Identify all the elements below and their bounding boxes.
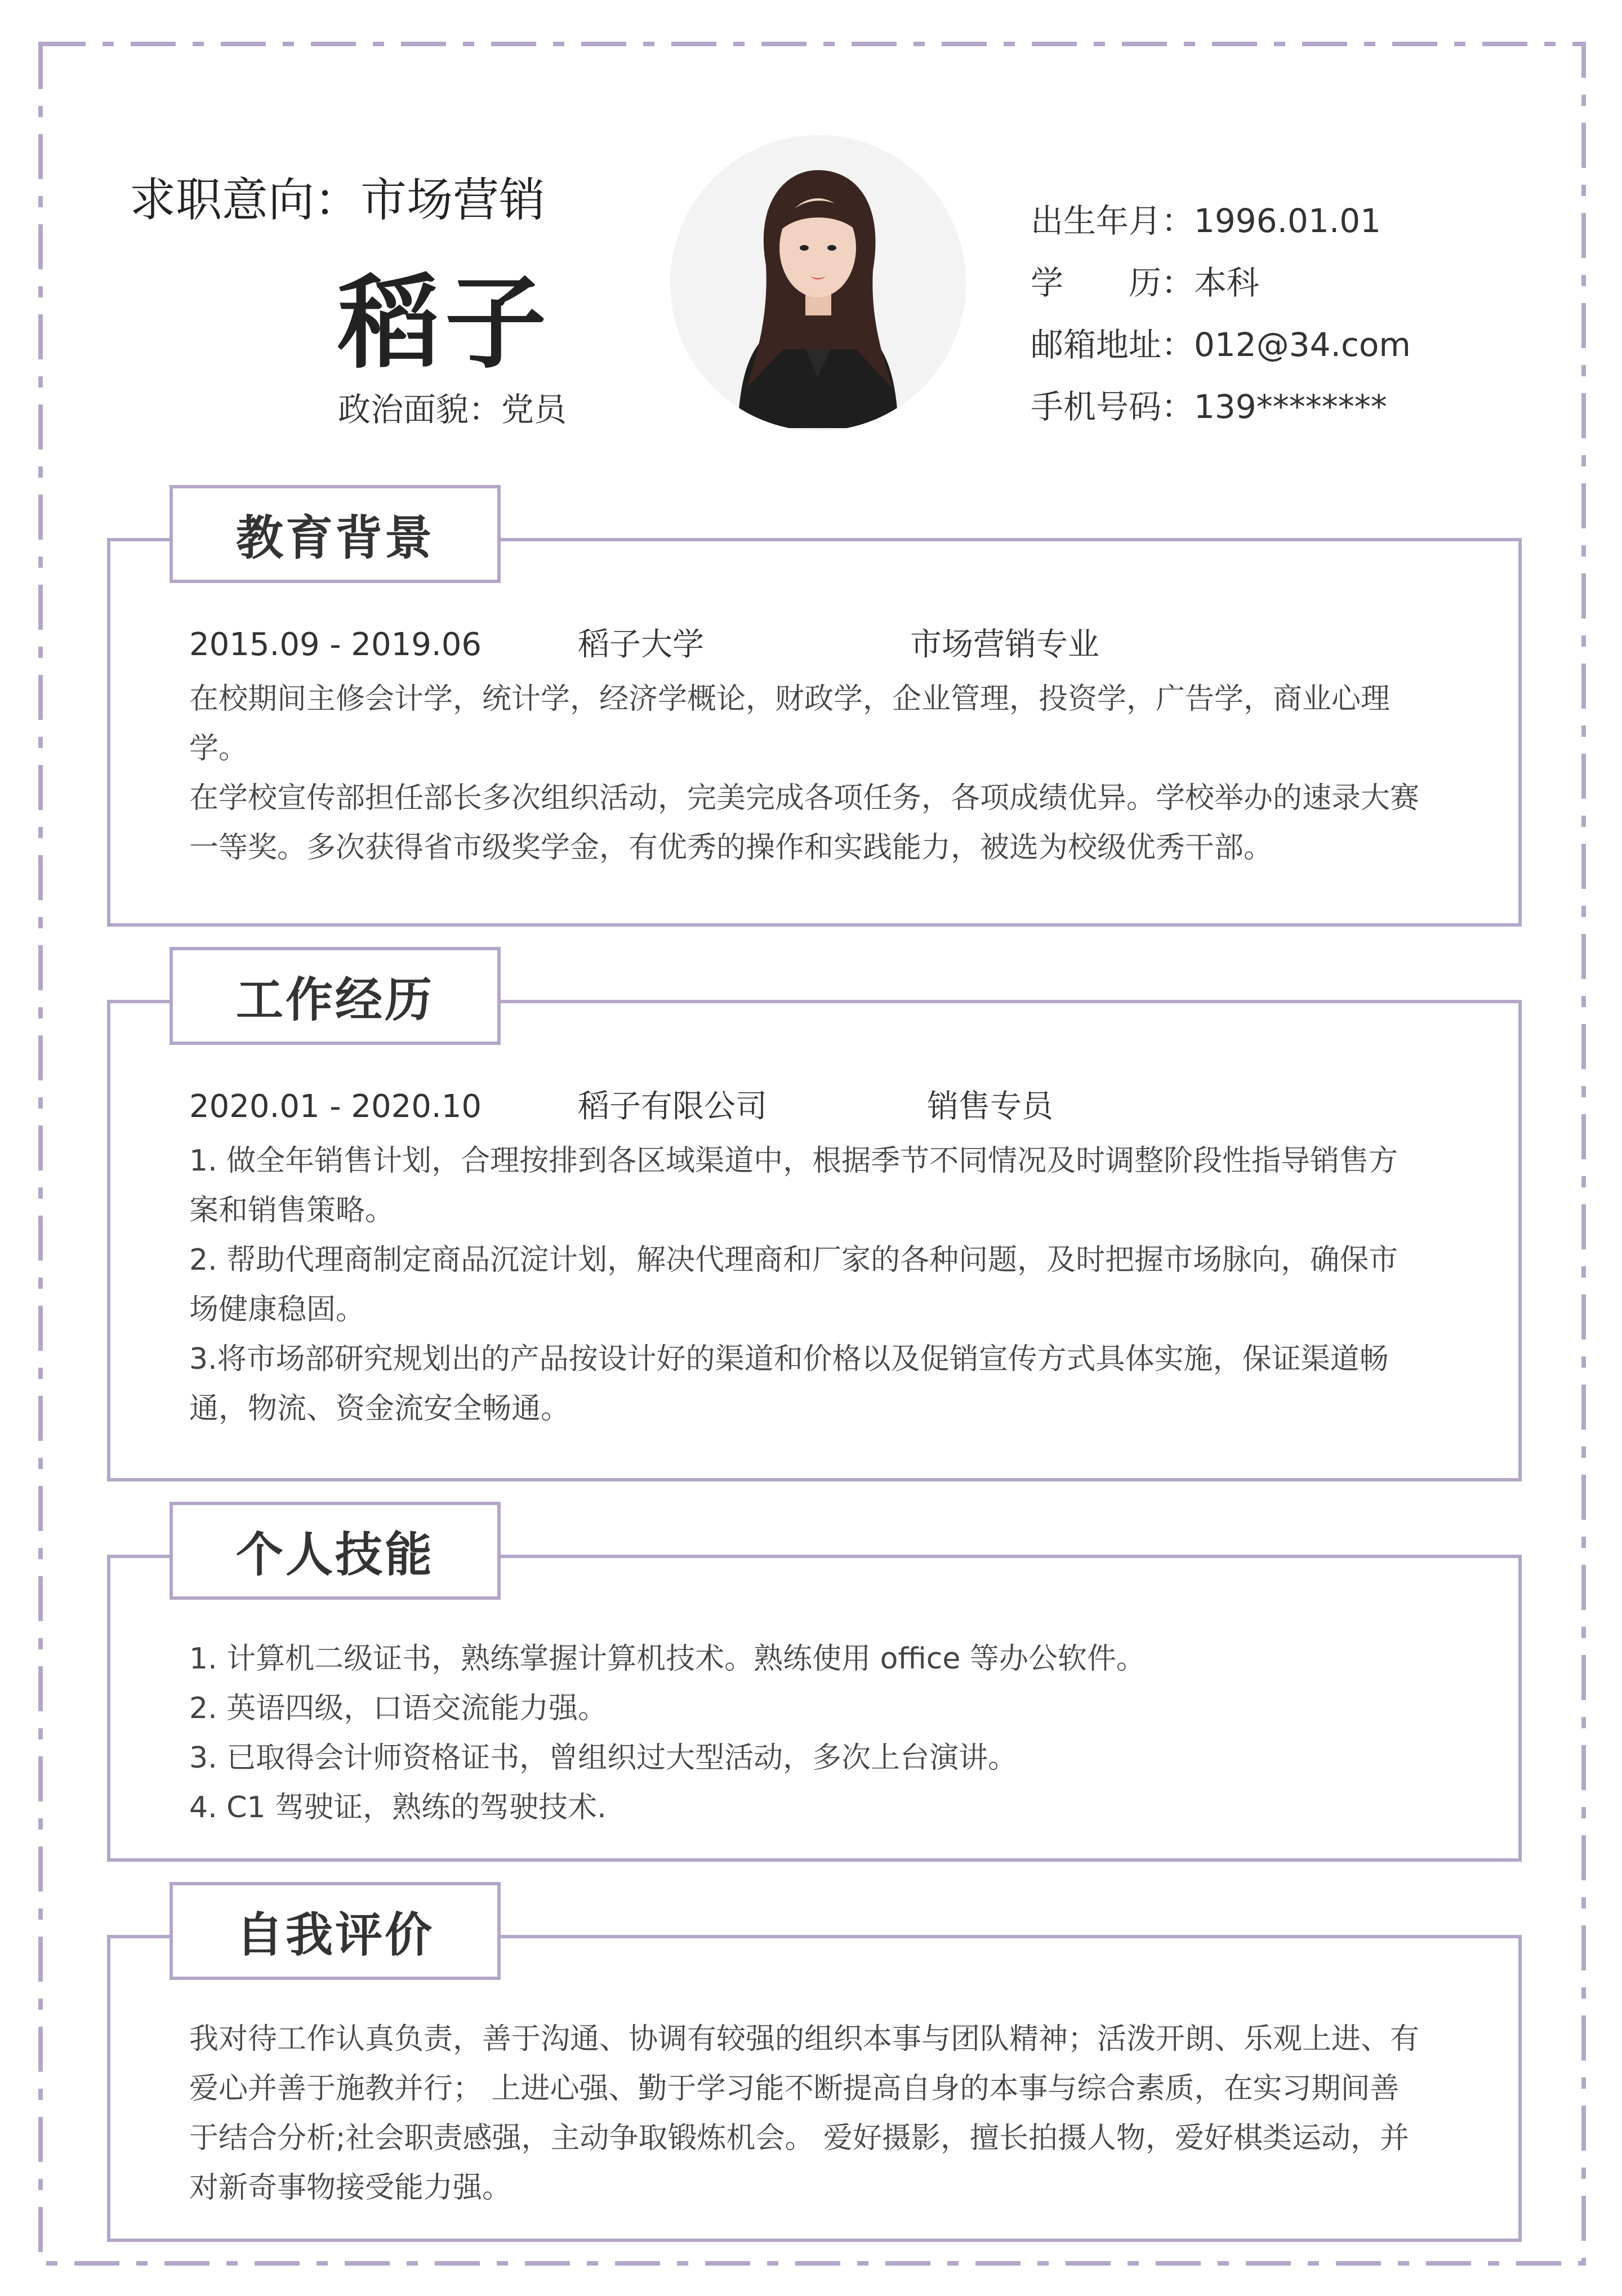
skill-item: 4. C1 驾驶证，熟练的驾驶技术. [189, 1791, 607, 1825]
self-evaluation-text: 我对待工作认真负责，善于沟通、协调有较强的组织本事与团队精神；活泼开朗、乐观上进、有爱心并善于施教并行； 上进心强、勤于学习能不断提高自身的本事与综合素质，在实习期间善于结合分析;社会职责感强，主动争取锻炼机会。 爱好摄影，擅长拍摄人物，爱好棋类运动，并对新奇事物接受能力强。 [189, 2022, 1420, 2205]
section-title-work: 工作经历 [170, 947, 501, 1045]
company-name: 稻子有限公司 [578, 1088, 767, 1125]
section-title-education: 教育背景 [170, 485, 501, 583]
political-status: 政治面貌：党员 [338, 390, 567, 429]
education-period: 2015.09 - 2019.06 [189, 626, 482, 663]
person-portrait-icon [670, 135, 966, 431]
school-name: 稻子大学 [578, 626, 704, 663]
phone: 手机号码：139******** [1031, 388, 1387, 426]
self-evaluation-section [107, 1907, 1522, 2242]
work-duty: 2. 帮助代理商制定商品沉淀计划，解决代理商和厂家的各种问题，及时把握市场脉向，确保市场健康稳固。 [189, 1243, 1398, 1327]
skill-item: 2. 英语四级，口语交流能力强。 [189, 1692, 608, 1725]
work-period: 2020.01 - 2020.10 [189, 1088, 482, 1125]
work-duty: 3.将市场部研究规划出的产品按设计好的渠道和价格以及促销宣传方式具体实施，保证渠道畅通，物流、资金流安全畅通。 [189, 1342, 1389, 1426]
candidate-name: 稻子 [338, 265, 552, 382]
education-achievements: 在学校宣传部担任部长多次组织活动，完美完成各项任务，各项成绩优异。学校举办的速录大赛一等奖。多次获得省市级奖学金，有优秀的操作和实践能力，被选为校级优秀干部。 [189, 781, 1420, 865]
job-intent: 求职意向：市场营销 [130, 173, 546, 227]
skill-item: 1. 计算机二级证书，熟练掌握计算机技术。熟练使用 office 等办公软件。 [189, 1642, 1146, 1676]
birth-date: 出生年月：1996.01.01 [1031, 202, 1382, 240]
education-section [107, 510, 1522, 927]
skills-section [107, 1527, 1522, 1862]
email: 邮箱地址：012@34.com [1031, 326, 1411, 364]
education-courses: 在校期间主修会计学，统计学，经济学概论，财政学，企业管理，投资学，广告学，商业心理学。 [189, 682, 1391, 766]
section-title-self-evaluation: 自我评价 [170, 1882, 501, 1980]
skill-item: 3. 已取得会计师资格证书，曾组织过大型活动，多次上台演讲。 [189, 1741, 1018, 1775]
education-row [189, 620, 1423, 674]
major: 市场营销专业 [910, 626, 1099, 663]
work-duty: 1. 做全年销售计划，合理按排到各区域渠道中，根据季节不同情况及时调整阶段性指导销售方案和销售策略。 [189, 1144, 1398, 1227]
profile-photo [670, 135, 966, 431]
work-row [189, 1082, 1423, 1136]
education-level: 学 历：本科 [1031, 264, 1260, 302]
job-position: 销售专员 [927, 1088, 1053, 1125]
work-section [107, 972, 1522, 1481]
section-title-skills: 个人技能 [170, 1502, 501, 1600]
